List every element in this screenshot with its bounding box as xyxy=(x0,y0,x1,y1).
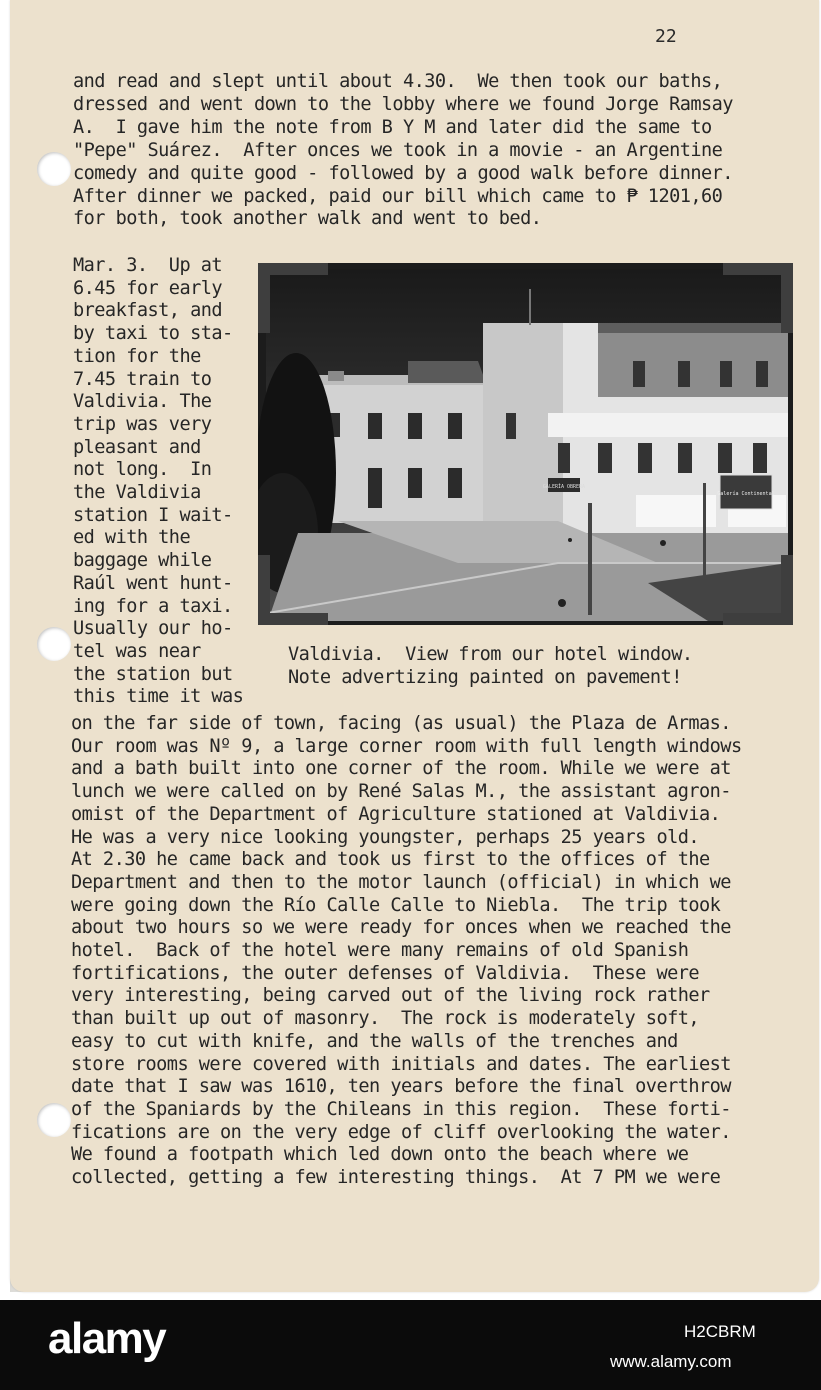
text-line: "Pepe" Suárez. After onces we took in a movie - an Argentine xyxy=(73,139,723,161)
page-number: 22 xyxy=(655,26,677,47)
site-url: www.alamy.com xyxy=(610,1352,732,1371)
text-line: fortifications, the outer defenses of Valdivia. These were xyxy=(71,962,700,984)
text-line: trip was very xyxy=(73,413,212,435)
text-line: Department and then to the motor launch (official) in which we xyxy=(71,871,731,893)
caption-line: Note advertizing painted on pavement! xyxy=(288,666,682,688)
text-line: A. I gave him the note from B Y M and later did the same to xyxy=(73,116,712,138)
text-line: He was a very nice looking youngster, perhaps 25 years old. xyxy=(71,826,700,848)
text-line: breakfast, and xyxy=(73,300,223,322)
text-line: tion for the xyxy=(73,345,201,367)
binder-hole xyxy=(37,1103,71,1137)
street-scene-photo xyxy=(258,263,793,625)
text-line: Raúl went hunt- xyxy=(73,572,233,594)
binder-hole xyxy=(37,627,71,661)
text-line: Usually our ho- xyxy=(73,618,233,640)
shop-sign-small: GALERÍA OBRERA xyxy=(542,484,586,490)
text-line: ing for a taxi. xyxy=(73,595,233,617)
text-line: on the far side of town, facing (as usual) the Plaza de Armas. xyxy=(71,713,731,734)
text-line: tel was near xyxy=(73,640,201,662)
text-line: We found a footpath which led down onto the beach where we xyxy=(71,1144,689,1166)
text-line: fications are on the very edge of cliff overlooking the water. xyxy=(71,1121,731,1143)
image-id: H2CBRM xyxy=(684,1322,756,1341)
text-line: collected, getting a few interesting things. At 7 PM we were xyxy=(71,1167,721,1188)
text-line: and a bath built into one corner of the room. While we were at xyxy=(71,758,731,780)
text-line: 6.45 for early xyxy=(73,277,223,299)
text-line: omist of the Department of Agriculture stationed at Valdivia. xyxy=(71,803,721,825)
text-line: Our room was Nº 9, a large corner room with full length windows xyxy=(71,735,742,757)
text-line: baggage while xyxy=(73,550,212,572)
text-line: Mar. 3. Up at xyxy=(73,255,223,276)
left-building xyxy=(313,383,488,523)
lamp-post xyxy=(588,503,592,615)
text-line: very interesting, being carved out of the living rock rather xyxy=(71,985,710,1007)
text-line: ed with the xyxy=(73,527,191,549)
binder-hole xyxy=(37,152,71,186)
text-line: and read and slept until about 4.30. We then took our baths, xyxy=(73,71,723,92)
text-line: pleasant and xyxy=(73,436,201,458)
text-line: by taxi to sta- xyxy=(73,323,233,345)
text-line: comedy and quite good - followed by a good walk before dinner. xyxy=(73,162,733,184)
text-line: station I wait- xyxy=(73,504,233,526)
text-line: than built up out of masonry. The rock is moderately soft, xyxy=(71,1008,700,1030)
watermark-bar xyxy=(0,1300,821,1390)
text-line: store rooms were covered with initials and dates. The earliest xyxy=(71,1053,731,1075)
text-line: Valdivia. The xyxy=(73,391,212,413)
text-line: about two hours so we were ready for onces when we reached the xyxy=(71,917,731,939)
text-line: hotel. Back of the hotel were many remains of old Spanish xyxy=(71,940,689,961)
brand-logo: alamy xyxy=(48,1314,166,1363)
text-line: lunch we were called on by René Salas M., the assistant agron- xyxy=(71,781,731,803)
text-line: At 2.30 he came back and took us first to the offices of the xyxy=(71,849,710,871)
text-line: the station but xyxy=(73,663,233,685)
text-line: dressed and went down to the lobby where we found Jorge Ramsay xyxy=(73,93,733,115)
text-line: date that I saw was 1610, ten years before the final overthrow xyxy=(71,1076,731,1098)
text-line: 7.45 train to xyxy=(73,368,212,390)
text-line: were going down the Río Calle Calle to Niebla. The trip took xyxy=(71,894,721,916)
text-line: After dinner we packed, paid our bill which came to ₱ 1201,60 xyxy=(73,185,723,207)
text-line: the Valdivia xyxy=(73,482,201,503)
text-line: this time it was xyxy=(73,686,244,708)
mounted-photograph xyxy=(258,263,793,625)
text-line: of the Spaniards by the Chileans in this region. These forti- xyxy=(71,1098,731,1120)
caption-line: Valdivia. View from our hotel window. xyxy=(288,644,693,665)
shop-sign-large: Galería Continental xyxy=(717,491,775,497)
text-line: for both, took another walk and went to bed. xyxy=(73,208,542,230)
text-line: not long. In xyxy=(73,459,212,481)
text-line: easy to cut with knife, and the walls of the trenches and xyxy=(71,1030,678,1052)
